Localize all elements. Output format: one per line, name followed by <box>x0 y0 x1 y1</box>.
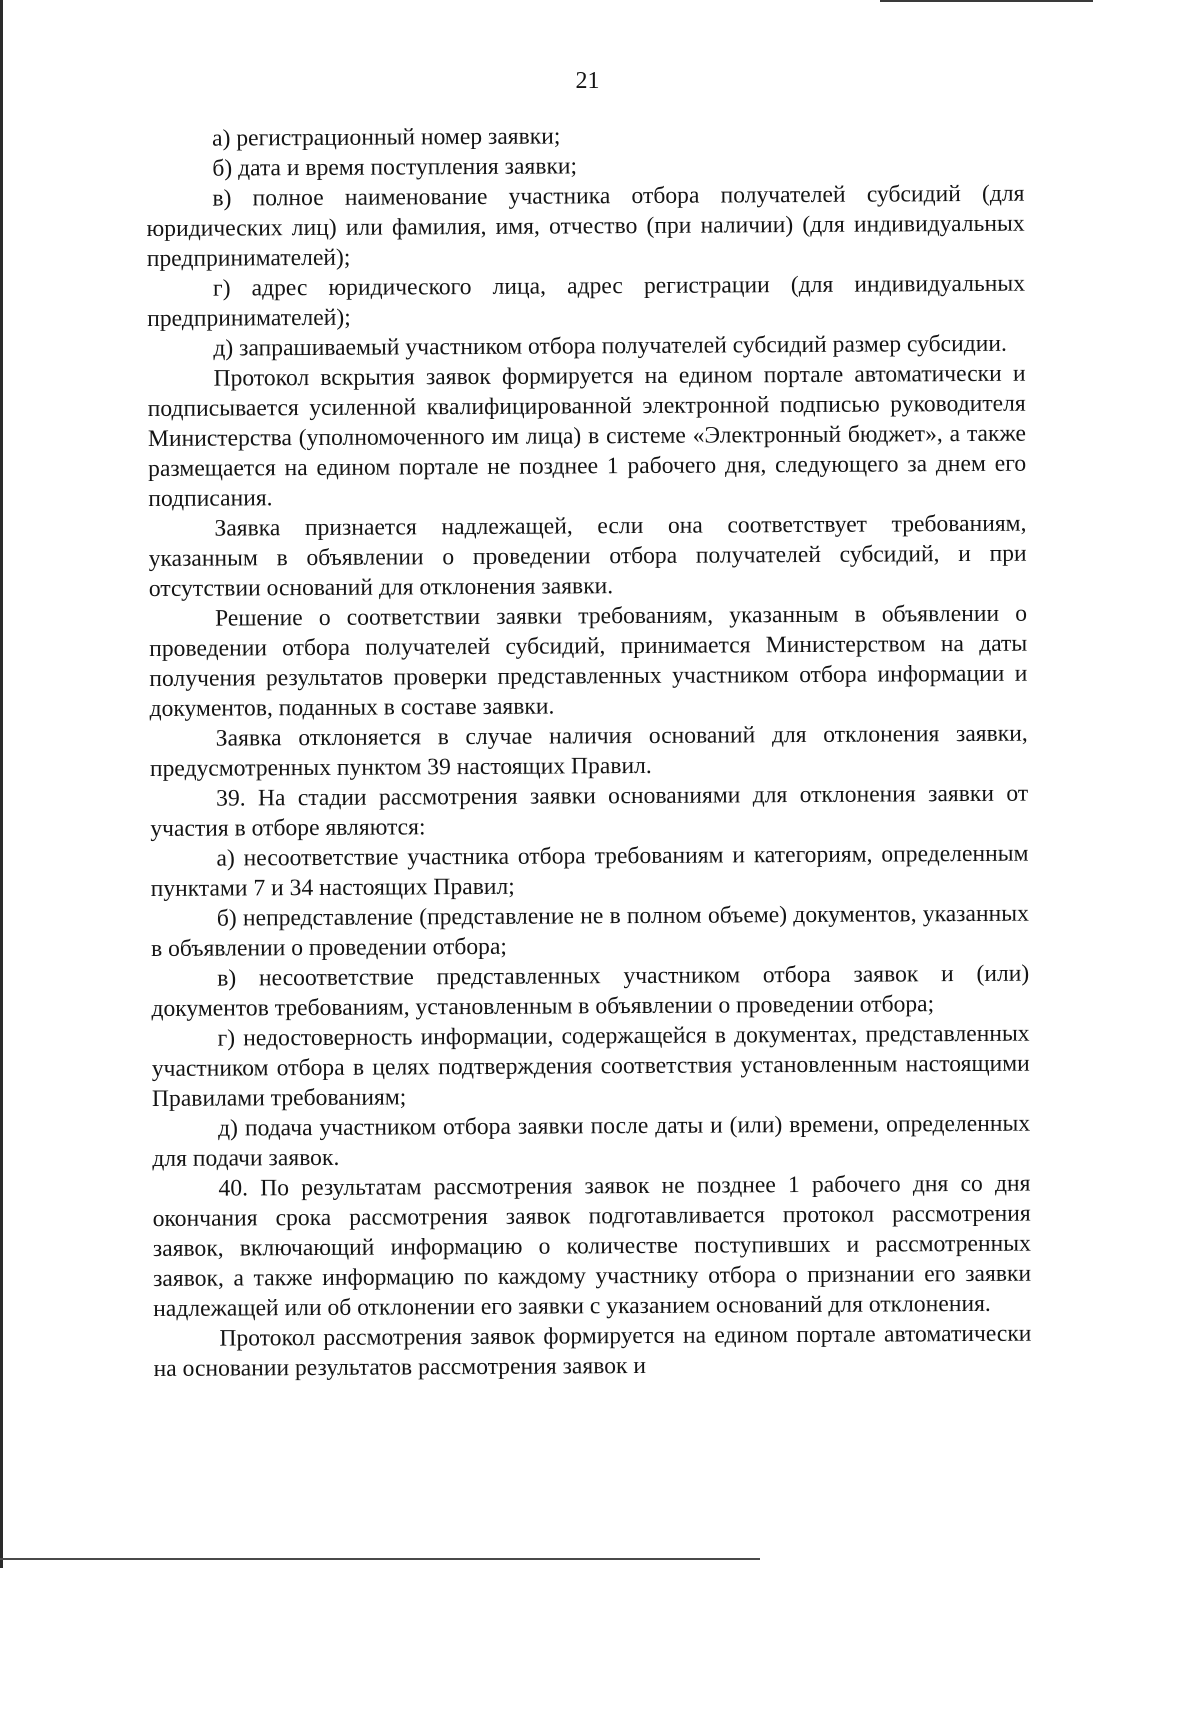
paragraph: г) недостоверность информации, содержащейся в документах, представленных участником отбора в целях подтверждения соответствия установленным настоящими Правилами требованиям; <box>151 1020 1030 1112</box>
paragraph: Протокол рассмотрения заявок формируется на едином портале автоматически на основании результатов рассмотрения заявок и <box>153 1320 1032 1382</box>
scan-edge-bottom <box>0 1558 760 1560</box>
page-number: 21 <box>575 68 600 94</box>
paragraph: а) несоответствие участника отбора требованиям и категориям, определенным пунктами 7 и 34 настоящих Правил; <box>150 840 1029 902</box>
paragraph: Заявка отклоняется в случае наличия оснований для отклонения заявки, предусмотренных пунктом 39 настоящих Правил. <box>149 720 1028 782</box>
paragraph: в) полное наименование участника отбора получателей субсидий (для юридических лиц) или фамилия, имя, отчество (при наличии) (для индивидуальных предпринимателей); <box>146 180 1025 272</box>
scan-edge-top <box>880 0 1093 2</box>
scan-edge-left <box>0 0 3 1568</box>
paragraph: 39. На стадии рассмотрения заявки основаниями для отклонения заявки от участия в отборе являются: <box>150 780 1029 842</box>
paragraph: в) несоответствие представленных участником отбора заявок и (или) документов требованиям, установленным в объявлении о проведении отбора; <box>151 960 1030 1022</box>
paragraph: Протокол вскрытия заявок формируется на едином портале автоматически и подписывается усиленной квалифицированной электронной подписью руководителя Министерства (уполномоченного им лица) в системе «Электронный бюджет», а также размещается на едином портале не позднее 1 рабочего дня, следующего за днем его подписания. <box>147 360 1027 512</box>
paragraph: 40. По результатам рассмотрения заявок не позднее 1 рабочего дня со дня окончания срока рассмотрения заявок подготавливается протокол рассмотрения заявок, включающий информацию о количестве поступивших и рассмотренных заявок, а также информацию по каждому участнику отбора о признании его заявки надлежащей или об отклонении его заявки с указанием оснований для отклонения. <box>152 1170 1032 1322</box>
paragraph: г) адрес юридического лица, адрес регистрации (для индивидуальных предпринимателей); <box>147 270 1026 332</box>
paragraph: Заявка признается надлежащей, если она соответствует требованиям, указанным в объявлении о проведении отбора получателей субсидий, и при отсутствии оснований для отклонения заявки. <box>148 510 1027 602</box>
document-body <box>146 119 1032 1384</box>
paragraph: д) подача участником отбора заявки после даты и (или) времени, определенных для подачи заявок. <box>152 1110 1031 1172</box>
paragraph: Решение о соответствии заявки требованиям, указанным в объявлении о проведении отбора получателей субсидий, принимается Министерством на даты получения результатов проверки представленных участником отбора информации и документов, поданных в составе заявки. <box>149 600 1028 722</box>
paragraph: б) дата и время поступления заявки; <box>212 153 578 182</box>
paragraph: б) непредставление (представление не в полном объеме) документов, указанных в объявлении о проведении отбора; <box>150 900 1029 962</box>
paragraph: д) запрашиваемый участником отбора получателей субсидий размер субсидии. <box>213 330 1007 362</box>
paragraph: а) регистрационный номер заявки; <box>212 123 561 152</box>
